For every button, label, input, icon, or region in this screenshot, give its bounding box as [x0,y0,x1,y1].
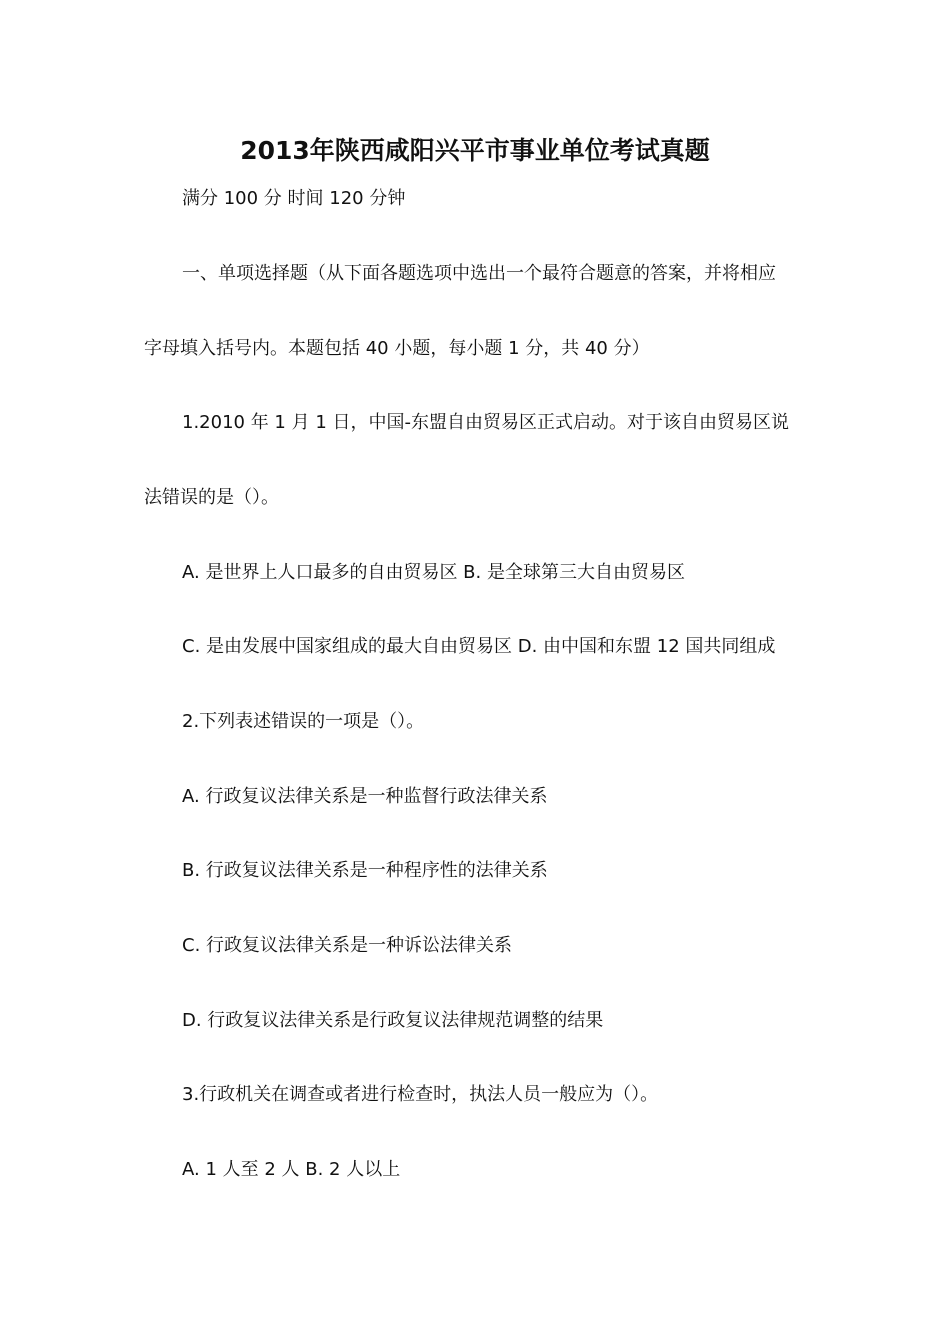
question-1-options-line-1: A. 是世界上人口最多的自由贸易区 B. 是全球第三大自由贸易区 [182,562,685,583]
section-heading-line-2: 字母填入括号内。本题包括 40 小题，每小题 1 分，共 40 分） [144,338,650,359]
question-2-option-c: C. 行政复议法律关系是一种诉讼法律关系 [182,935,513,956]
section-heading-line-1: 一、单项选择题（从下面各题选项中选出一个最符合题意的答案，并将相应 [182,263,776,284]
question-1-stem-line-2: 法错误的是（）。 [144,487,279,508]
question-1-options-line-2: C. 是由发展中国家组成的最大自由贸易区 D. 由中国和东盟 12 国共同组成 [182,636,776,657]
document-title: 2013年陕西咸阳兴平市事业单位考试真题 [240,136,710,165]
question-3-stem: 3.行政机关在调查或者进行检查时，执法人员一般应为（）。 [182,1084,659,1105]
question-2-stem: 2.下列表述错误的一项是（）。 [182,711,425,732]
question-3-options-line-1: A. 1 人至 2 人 B. 2 人以上 [182,1159,401,1180]
question-2-option-d: D. 行政复议法律关系是行政复议法律规范调整的结果 [182,1010,604,1031]
question-1-stem-line-1: 1.2010 年 1 月 1 日，中国-东盟自由贸易区正式启动。对于该自由贸易区说 [182,412,789,433]
question-2-option-a: A. 行政复议法律关系是一种监督行政法律关系 [182,786,548,807]
question-2-option-b: B. 行政复议法律关系是一种程序性的法律关系 [182,860,548,881]
exam-meta: 满分 100 分 时间 120 分钟 [182,188,406,209]
